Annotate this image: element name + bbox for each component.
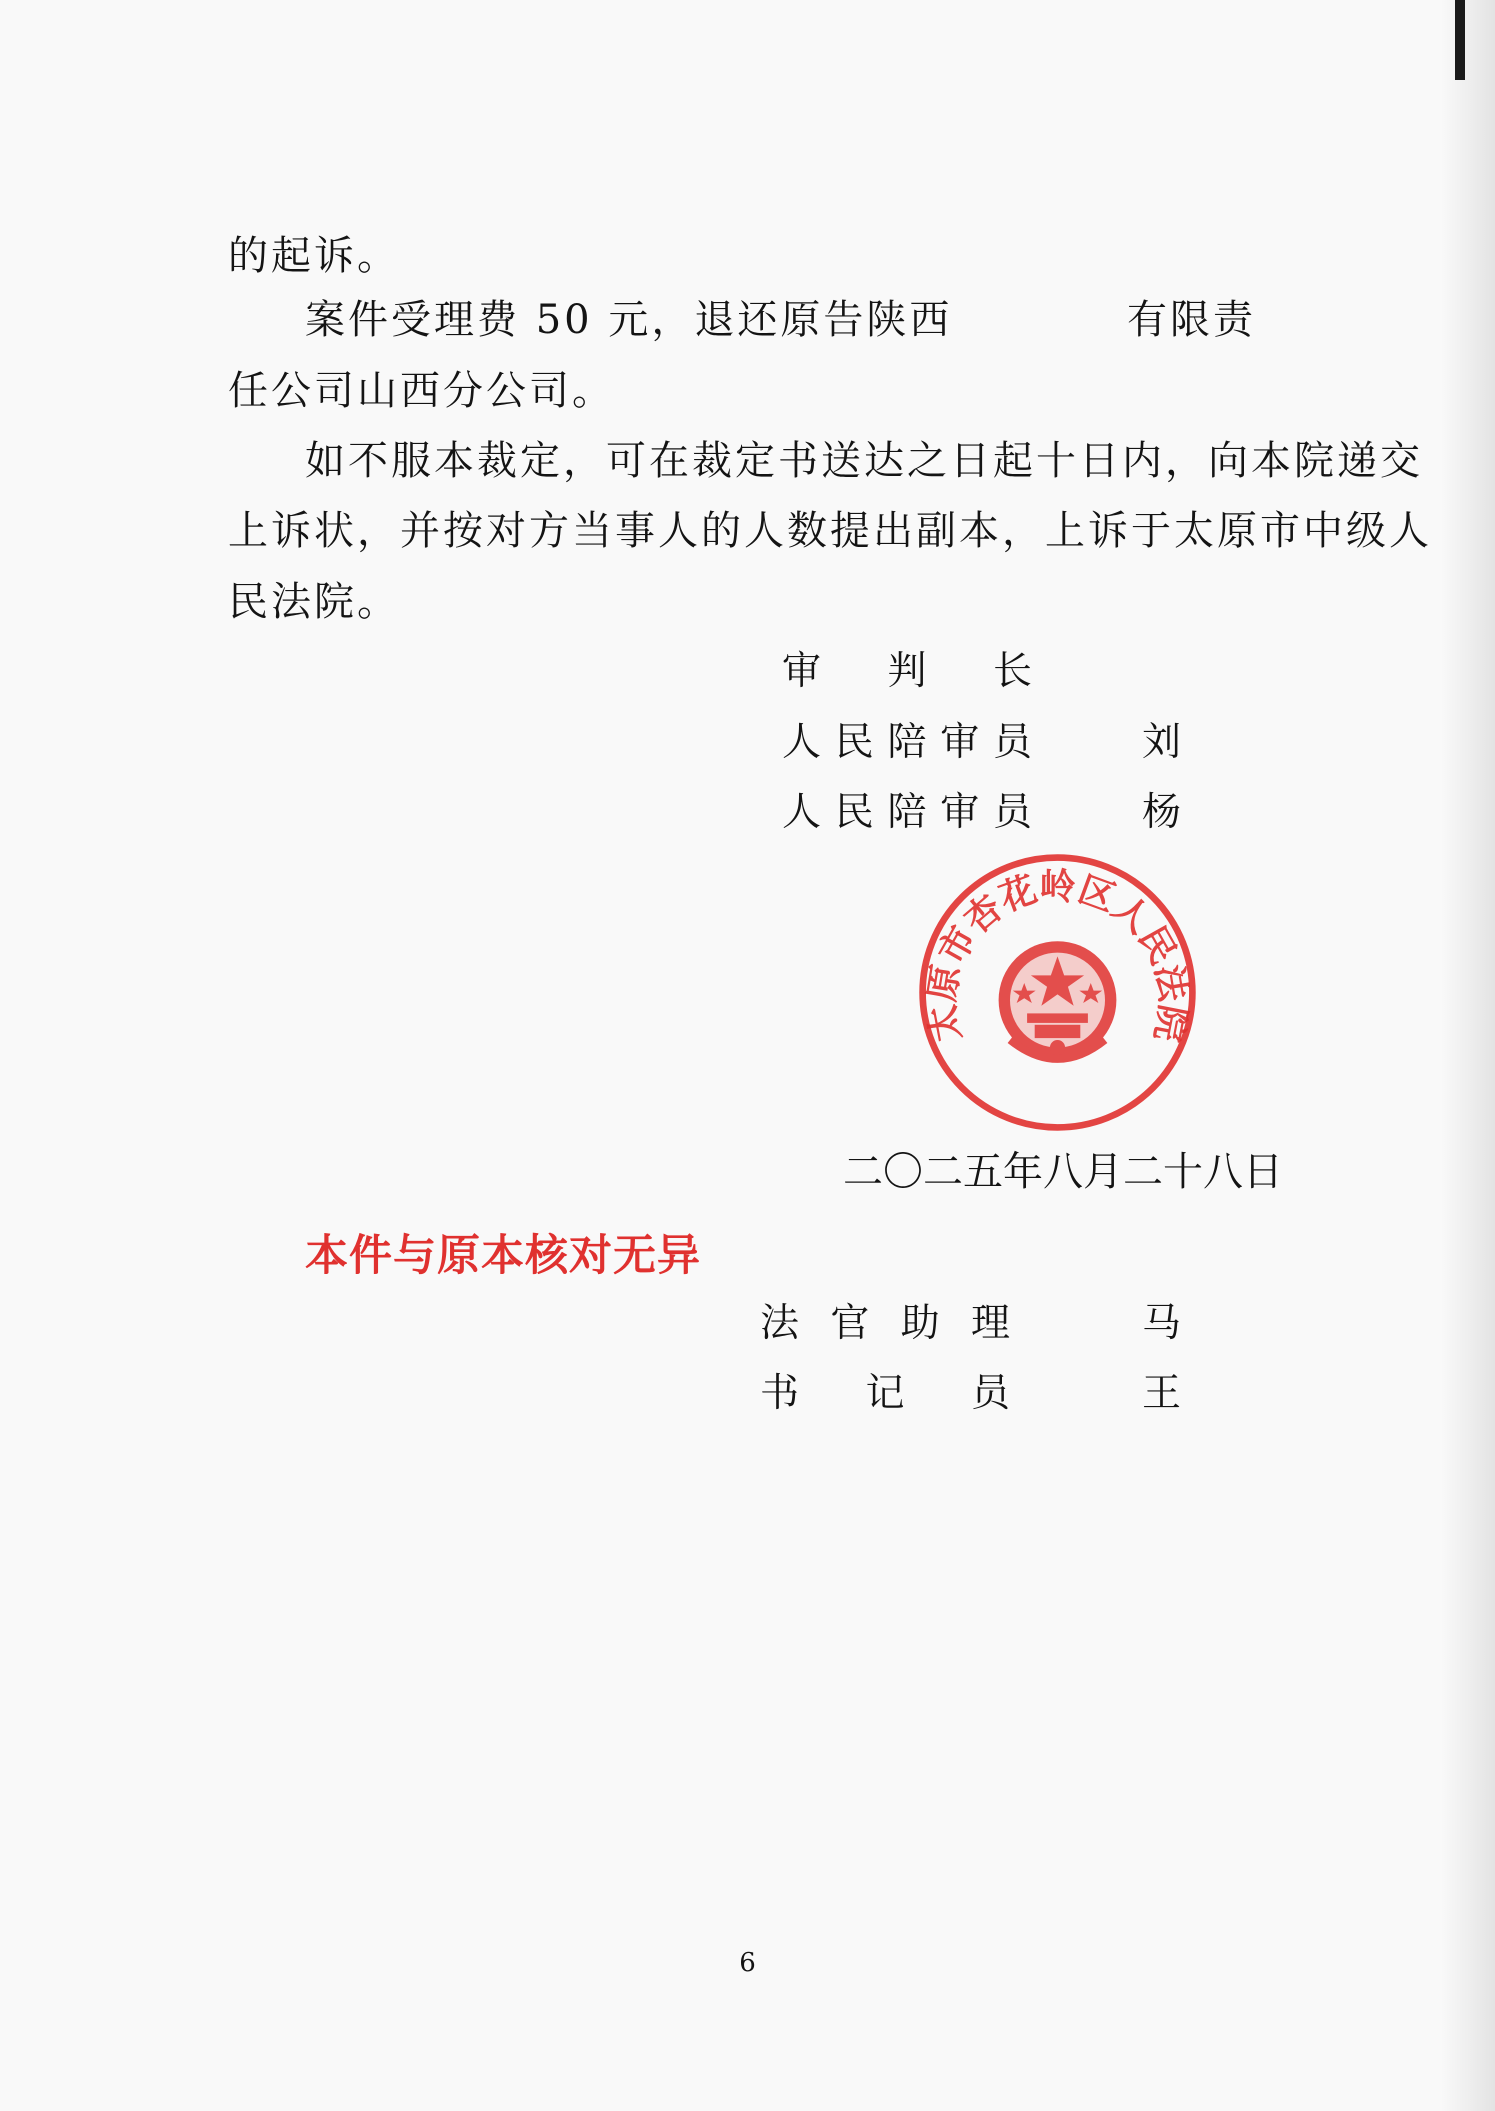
title-char: 理 — [970, 1301, 1010, 1346]
title-char: 官 — [830, 1301, 870, 1346]
title-char: 陪 — [887, 790, 927, 835]
title-char: 民 — [834, 720, 874, 765]
decision-date: 二〇二五年八月二十八日 — [843, 1149, 1283, 1195]
scan-edge-shadow — [1440, 0, 1495, 2111]
juror-1-name: 刘 — [1142, 720, 1182, 765]
title-char: 审 — [940, 790, 980, 835]
title-char: 助 — [900, 1301, 940, 1346]
title-char: 长 — [992, 649, 1032, 694]
body-line-5: 上诉状，并按对方当事人的人数提出副本，上诉于太原市中级人 — [228, 508, 1432, 554]
juror-1-title — [782, 719, 1032, 767]
seal-text: 太原市杏花岭区人民法院 — [920, 866, 1195, 1045]
body-line-3: 任公司山西分公司。 — [228, 368, 615, 414]
certification-stamp: 本件与原本核对无异 — [305, 1231, 701, 1281]
assistant-name: 马 — [1142, 1301, 1182, 1346]
title-char: 法 — [760, 1301, 800, 1346]
title-char: 人 — [782, 790, 822, 835]
page-number: 6 — [739, 1948, 756, 1978]
clerk-name: 王 — [1142, 1371, 1182, 1416]
body-line-6: 民法院。 — [228, 579, 400, 625]
title-char: 员 — [970, 1371, 1010, 1416]
juror-2-title — [782, 789, 1032, 837]
title-char: 判 — [887, 649, 927, 694]
title-char: 人 — [782, 720, 822, 765]
body-line-2: 案件受理费 50 元，退还原告陕西 — [305, 297, 953, 343]
scan-edge-mark — [1455, 0, 1465, 80]
title-char: 审 — [782, 649, 822, 694]
body-line-1: 的起诉。 — [228, 233, 400, 279]
title-char: 陪 — [887, 720, 927, 765]
body-line-2-end: 有限责 — [1127, 297, 1256, 343]
presiding-judge-title — [782, 648, 1032, 696]
body-line-4: 如不服本裁定，可在裁定书送达之日起十日内，向本院递交 — [305, 438, 1423, 484]
title-char: 民 — [834, 790, 874, 835]
title-char: 审 — [940, 720, 980, 765]
title-char: 员 — [992, 720, 1032, 765]
juror-2-name: 杨 — [1142, 790, 1182, 835]
title-char: 记 — [865, 1371, 905, 1416]
title-char: 书 — [760, 1371, 800, 1416]
title-char: 员 — [992, 790, 1032, 835]
national-emblem-icon — [999, 941, 1117, 1059]
assistant-title — [760, 1300, 1010, 1348]
court-seal — [915, 850, 1200, 1135]
clerk-title — [760, 1370, 1010, 1418]
